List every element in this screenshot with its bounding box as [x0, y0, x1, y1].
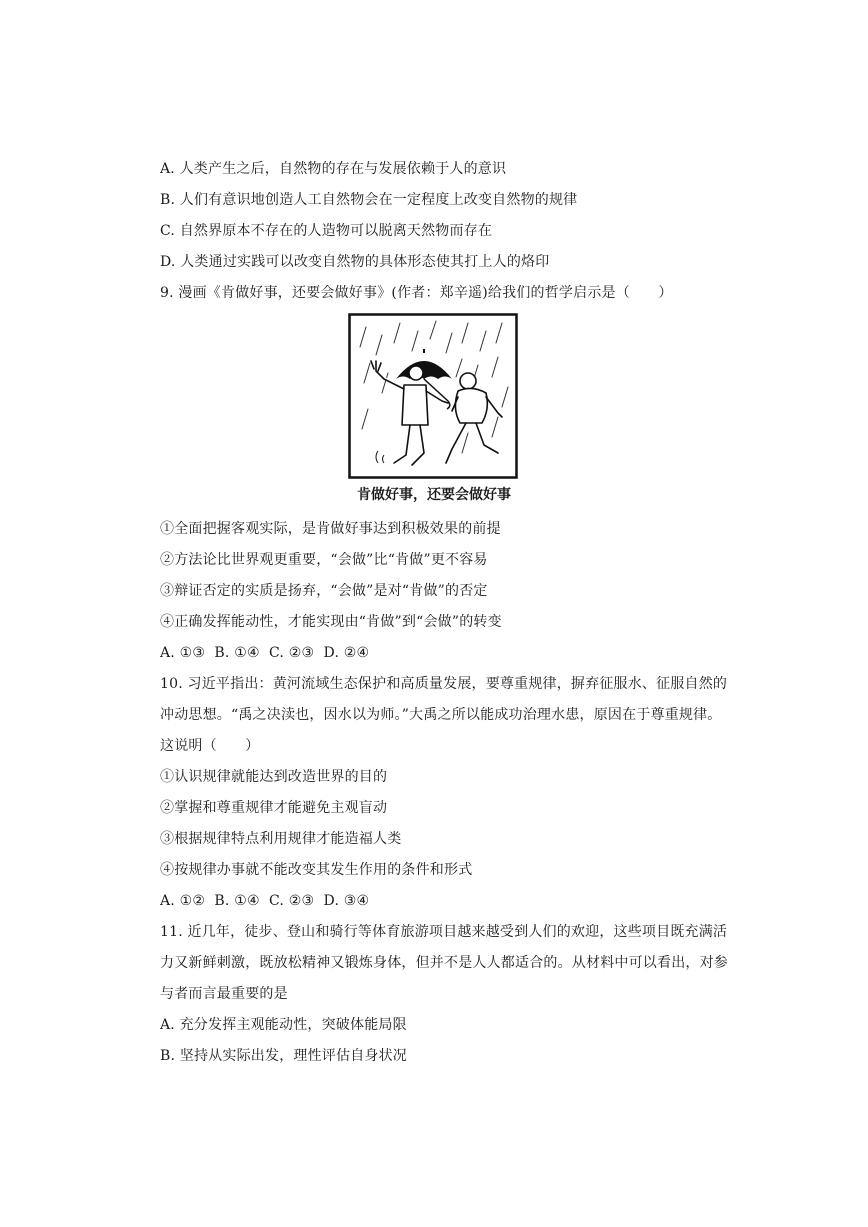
q8-option-b: B. 人们有意识地创造人工自然物会在一定程度上改变自然物的规律: [160, 192, 578, 208]
q9-choices: A. ①③ B. ①④ C. ②③ D. ②④: [160, 645, 370, 661]
q9-statement-1: ①全面把握客观实际，是肯做好事达到积极效果的前提: [160, 521, 501, 537]
q10-stem-line-1: 10. 习近平指出：黄河流域生态保护和高质量发展，要尊重规律，摒弃征服水、征服自然的: [160, 676, 728, 692]
q9-statement-3: ③辩证否定的实质是扬弃，“会做”是对“肯做”的否定: [160, 583, 488, 599]
q10-stem-line-3: 这说明（ ）: [160, 738, 260, 754]
q8-option-c: C. 自然界原本不存在的人造物可以脱离天然物而存在: [160, 223, 493, 239]
q11-option-b: B. 坚持从实际出发，理性评估自身状况: [160, 1048, 407, 1064]
cartoon-illustration: [348, 313, 518, 479]
q11-stem-line-2: 力又新鲜刺激，既放松精神又锻炼身体，但并不是人人都适合的。从材料中可以看出，对参: [160, 955, 728, 971]
q10-choices: A. ①② B. ①④ C. ②③ D. ③④: [160, 893, 370, 909]
q10-stem-line-2: 冲动思想。“禹之决渎也，因水以为师。”大禹之所以能成功治理水患，原因在于尊重规律。: [160, 707, 722, 723]
q8-option-d: D. 人类通过实践可以改变自然物的具体形态使其打上人的烙印: [160, 254, 550, 270]
q11-stem-line-3: 与者而言最重要的是: [160, 986, 288, 1002]
q10-statement-1: ①认识规律就能达到改造世界的目的: [160, 769, 388, 785]
q10-statement-3: ③根据规律特点利用规律才能造福人类: [160, 831, 402, 847]
q11-stem-line-1: 11. 近几年，徒步、登山和骑行等体育旅游项目越来越受到人们的欢迎，这些项目既充满活: [160, 924, 728, 940]
q11-option-a: A. 充分发挥主观能动性，突破体能局限: [160, 1017, 407, 1033]
q9-stem: 9. 漫画《肯做好事，还要会做好事》(作者：郑辛遥)给我们的哲学启示是（ ）: [160, 285, 673, 301]
q10-statement-4: ④按规律办事就不能改变其发生作用的条件和形式: [160, 862, 473, 878]
q9-statement-2: ②方法论比世界观更重要，“会做”比“肯做”更不容易: [160, 552, 488, 568]
q10-statement-2: ②掌握和尊重规律才能避免主观盲动: [160, 800, 388, 816]
q9-statement-4: ④正确发挥能动性，才能实现由“肯做”到“会做”的转变: [160, 614, 502, 630]
figure-caption: 肯做好事，还要会做好事: [357, 487, 511, 503]
q8-option-a: A. 人类产生之后，自然物的存在与发展依赖于人的意识: [160, 161, 507, 177]
